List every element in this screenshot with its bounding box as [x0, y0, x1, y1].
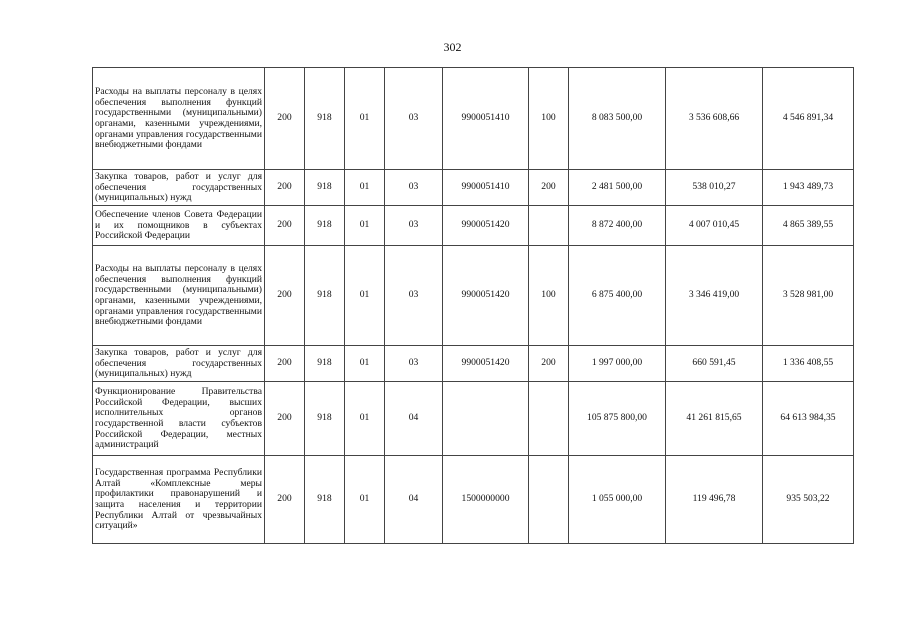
table-row — [93, 346, 854, 382]
cell-expense-type — [529, 456, 569, 544]
cell-ministry: 918 — [305, 246, 345, 346]
table-row — [93, 456, 854, 544]
cell-subsection: 04 — [385, 382, 443, 456]
cell-remaining: 1 943 489,73 — [763, 170, 854, 206]
cell-expense-type — [529, 206, 569, 246]
cell-target: 9900051420 — [443, 246, 529, 346]
row-name: Обеспечение членов Совета Федерации и их помощников в субъектах Российской Федерации — [93, 206, 265, 246]
row-name: Функционирование Правительства Российской Федерации, высших исполнительных органов государственной власти субъектов Российской Федерации, местных администраций — [93, 382, 265, 456]
cell-section: 01 — [345, 456, 385, 544]
cell-code: 200 — [265, 246, 305, 346]
cell-remaining: 1 336 408,55 — [763, 346, 854, 382]
cell-ministry: 918 — [305, 170, 345, 206]
cell-subsection: 03 — [385, 68, 443, 170]
table-row — [93, 246, 854, 346]
cell-target — [443, 382, 529, 456]
cell-remaining: 4 865 389,55 — [763, 206, 854, 246]
cell-approved: 1 997 000,00 — [569, 346, 666, 382]
cell-target: 9900051410 — [443, 68, 529, 170]
cell-approved: 8 872 400,00 — [569, 206, 666, 246]
cell-executed: 538 010,27 — [666, 170, 763, 206]
cell-subsection: 04 — [385, 456, 443, 544]
cell-remaining: 935 503,22 — [763, 456, 854, 544]
cell-ministry: 918 — [305, 456, 345, 544]
cell-expense-type — [529, 382, 569, 456]
cell-remaining: 4 546 891,34 — [763, 68, 854, 170]
cell-executed: 41 261 815,65 — [666, 382, 763, 456]
cell-target: 9900051420 — [443, 346, 529, 382]
cell-code: 200 — [265, 346, 305, 382]
table-row — [93, 170, 854, 206]
cell-code: 200 — [265, 170, 305, 206]
cell-subsection: 03 — [385, 170, 443, 206]
row-name: Расходы на выплаты персоналу в целях обеспечения выполнения функций государственными (муниципальными) органами, казенными учреждениями, органами управления государственными внебюджетными фондами — [93, 68, 265, 170]
budget-table — [92, 67, 854, 544]
cell-expense-type: 200 — [529, 346, 569, 382]
table-row — [93, 206, 854, 246]
cell-executed: 4 007 010,45 — [666, 206, 763, 246]
cell-approved: 8 083 500,00 — [569, 68, 666, 170]
cell-code: 200 — [265, 382, 305, 456]
row-name: Государственная программа Республики Алтай «Комплексные меры профилактики правонарушений и защита населения и территории Республики Алтай от чрезвычайных ситуаций» — [93, 456, 265, 544]
cell-approved: 2 481 500,00 — [569, 170, 666, 206]
cell-executed: 119 496,78 — [666, 456, 763, 544]
table-row — [93, 382, 854, 456]
row-name: Расходы на выплаты персоналу в целях обеспечения выполнения функций государственными (муниципальными) органами, казенными учреждениями, органами управления государственными внебюджетными фондами — [93, 246, 265, 346]
cell-expense-type: 100 — [529, 246, 569, 346]
cell-section: 01 — [345, 246, 385, 346]
row-name: Закупка товаров, работ и услуг для обеспечения государственных (муниципальных) нужд — [93, 346, 265, 382]
cell-section: 01 — [345, 206, 385, 246]
cell-expense-type: 200 — [529, 170, 569, 206]
cell-executed: 3 346 419,00 — [666, 246, 763, 346]
cell-executed: 660 591,45 — [666, 346, 763, 382]
cell-code: 200 — [265, 68, 305, 170]
cell-section: 01 — [345, 382, 385, 456]
cell-section: 01 — [345, 170, 385, 206]
cell-remaining: 64 613 984,35 — [763, 382, 854, 456]
cell-code: 200 — [265, 206, 305, 246]
cell-approved: 6 875 400,00 — [569, 246, 666, 346]
cell-approved: 105 875 800,00 — [569, 382, 666, 456]
cell-ministry: 918 — [305, 346, 345, 382]
row-name: Закупка товаров, работ и услуг для обеспечения государственных (муниципальных) нужд — [93, 170, 265, 206]
cell-remaining: 3 528 981,00 — [763, 246, 854, 346]
cell-subsection: 03 — [385, 246, 443, 346]
page-number: 302 — [443, 40, 462, 54]
cell-section: 01 — [345, 346, 385, 382]
cell-ministry: 918 — [305, 206, 345, 246]
cell-section: 01 — [345, 68, 385, 170]
cell-subsection: 03 — [385, 346, 443, 382]
cell-approved: 1 055 000,00 — [569, 456, 666, 544]
cell-target: 9900051410 — [443, 170, 529, 206]
cell-ministry: 918 — [305, 68, 345, 170]
cell-target: 1500000000 — [443, 456, 529, 544]
cell-subsection: 03 — [385, 206, 443, 246]
cell-ministry: 918 — [305, 382, 345, 456]
cell-expense-type: 100 — [529, 68, 569, 170]
cell-target: 9900051420 — [443, 206, 529, 246]
cell-executed: 3 536 608,66 — [666, 68, 763, 170]
cell-code: 200 — [265, 456, 305, 544]
table-row — [93, 68, 854, 170]
